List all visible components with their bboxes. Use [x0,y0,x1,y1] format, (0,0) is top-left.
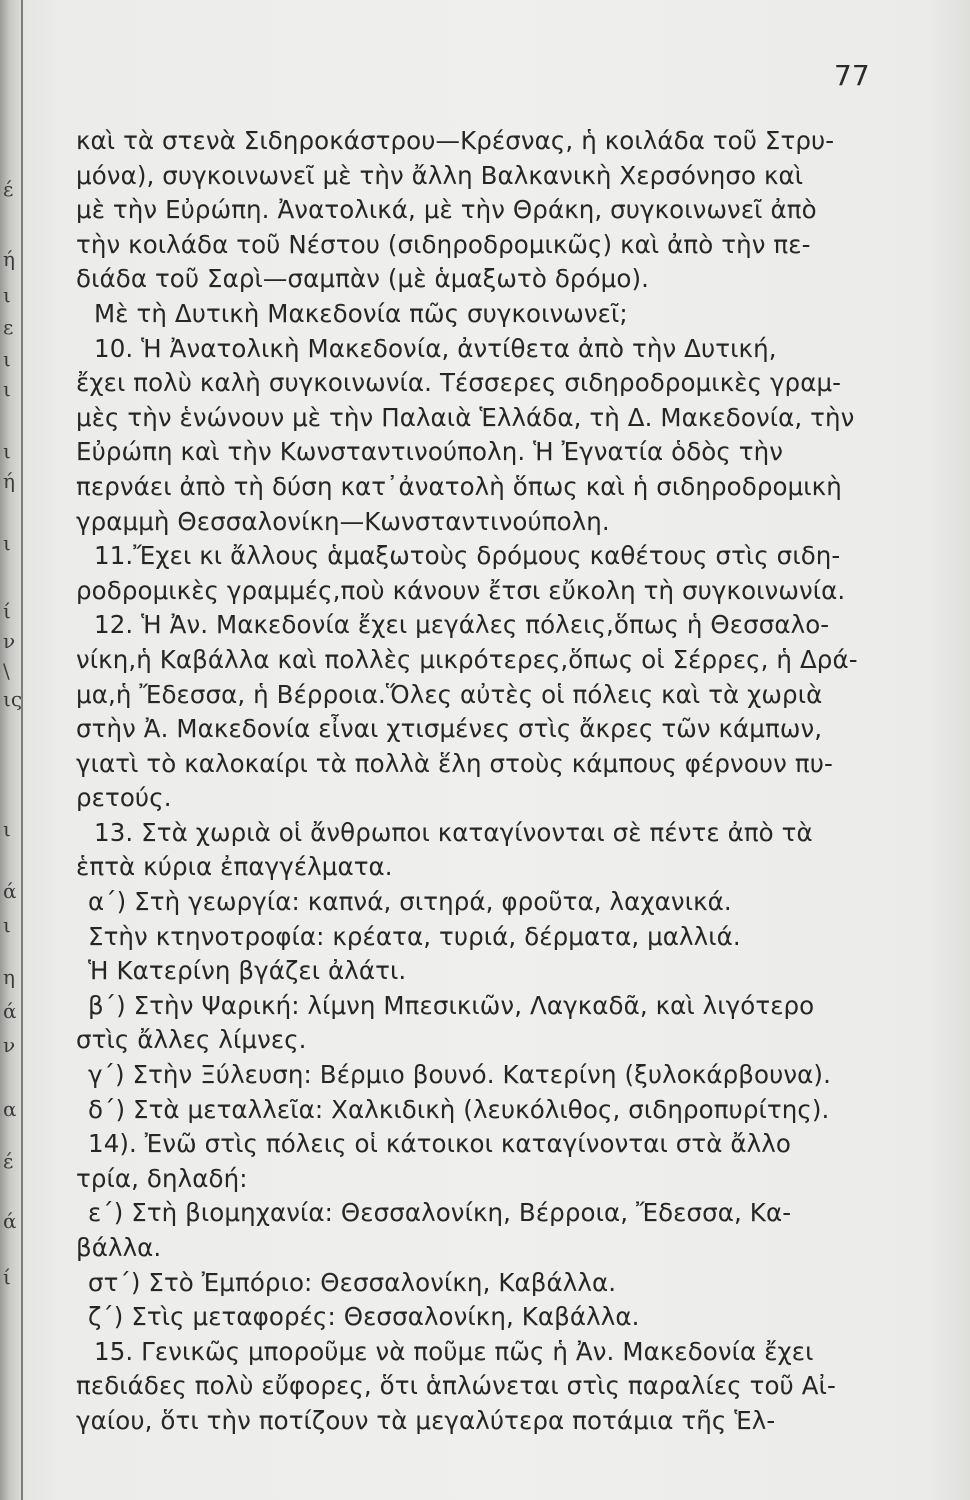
margin-fragment: ά [3,879,17,903]
text-line: Ἡ Κατερίνη βγάζει ἀλάτι. [88,956,407,986]
text-line: 12. Ἡ Ἀν. Μακεδονία ἔχει μεγάλες πόλεις,ὅπως ἡ Θεσσαλο- [94,610,830,640]
margin-fragment: ν [3,1033,16,1057]
margin-fragment: ν [3,629,16,653]
margin-fragment: έ [3,1149,14,1173]
text-line: 11.Ἔχει κι ἄλλους ἁμαξωτοὺς δρόμους καθέτους στὶς σιδη- [94,541,841,571]
margin-fragment: ή [3,247,15,271]
text-line: βάλλα. [76,1233,162,1262]
text-line: τὴν κοιλάδα τοῦ Νέστου (σιδηροδρομικῶς) καὶ ἀπὸ τὴν πε- [76,229,811,259]
text-line: 14). Ἐνῶ στὶς πόλεις οἱ κάτοικοι καταγίνονται στὰ ἄλλο [88,1129,791,1159]
facing-page-fragments [0,0,23,1500]
margin-fragment: ά [3,1209,17,1233]
text-line: γαίου, ὅτι τὴν ποτίζουν τὰ μεγαλύτερα ποτάμια τῆς Ἑλ- [76,1405,776,1435]
text-line: Μὲ τὴ Δυτικὴ Μακεδονία πῶς συγκοινωνεῖ; [94,298,628,328]
text-line: καὶ τὰ στενὰ Σιδηροκάστρου—Κρέσνας, ἡ κοιλάδα τοῦ Στρυ- [76,126,835,155]
text-line: στὴν Ἀ. Μακεδονία εἶναι χτισμένες στὶς ἄκρες τῶν κάμπων, [76,714,823,744]
text-line: 10. Ἡ Ἀνατολικὴ Μακεδονία, ἀντίθετα ἀπὸ τὴν Δυτική, [94,333,777,363]
text-line: ζ΄) Στὶς μεταφορές: Θεσσαλονίκη, Καβάλλα. [88,1302,640,1332]
text-line: γ΄) Στὴν Ξύλευση: Βέρμιο βουνό. Κατερίνη (ξυλοκάρβουνα). [88,1060,831,1090]
text-line: δ΄) Στὰ μεταλλεῖα: Χαλκιδικὴ (λευκόλιθος, σιδηροπυρίτης). [88,1094,830,1124]
margin-fragment: η [3,965,15,989]
text-line: μόνα), συγκοινωνεῖ μὲ τὴν ἄλλη Βαλκανικὴ Χερσόνησο καὶ [76,160,804,190]
text-line: ροδρομικὲς γραμμές,ποὺ κάνουν ἔτσι εὔκολη τὴ συγκοινωνία. [76,575,846,605]
margin-fragment: ι [3,283,11,307]
text-line: μα,ἡ Ἔδεσσα, ἡ Βέρροια.Ὅλες αὐτὲς οἱ πόλεις καὶ τὰ χωριὰ [76,679,823,709]
text-line: α΄) Στὴ γεωργία: καπνά, σιτηρά, φροῦτα, λαχανικά. [88,887,732,917]
gutter-edge [21,0,23,1500]
margin-fragment: ά [3,999,17,1023]
text-line: στὶς ἄλλες λίμνες. [76,1025,307,1055]
margin-fragment: ί [3,1265,11,1289]
text-line: ρετούς. [76,783,172,813]
margin-fragment: ί [3,599,11,623]
margin-fragment: ι [3,439,11,463]
text-line: 13. Στὰ χωριὰ οἱ ἄνθρωποι καταγίνονται σὲ πέντε ἀπὸ τὰ [94,817,813,847]
text-line: στ΄) Στὸ Ἐμπόριο: Θεσσαλονίκη, Καβάλλα. [88,1267,617,1297]
text-line: ε΄) Στὴ βιομηχανία: Θεσσαλονίκη, Βέρροια, Ἔδεσσα, Κα- [88,1198,792,1228]
text-line: ἔχει πολὺ καλὴ συγκοινωνία. Τέσσερες σιδηροδρομικὲς γραμ- [76,368,842,398]
page-number: 77 [834,59,870,92]
text-line: περνάει ἀπὸ τὴ δύση κατ᾿ἀνατολὴ ὅπως καὶ ἡ σιδηροδρομικὴ [76,471,842,501]
margin-fragment: ι [3,817,11,841]
text-line: Στὴν κτηνοτροφία: κρέατα, τυριά, δέρματα, μαλλιά. [88,921,741,951]
margin-fragment: έ [3,177,14,201]
margin-fragment: ις [3,687,23,711]
margin-fragment: ή [3,469,15,493]
text-line: ἑπτὰ κύρια ἐπαγγέλματα. [76,852,393,882]
text-line: β΄) Στὴν Ψαρική: λίμνη Μπεσικιῶν, Λαγκαδᾶ, καὶ λιγότερο [88,990,815,1020]
text-line: διάδα τοῦ Σαρὶ—σαμπὰν (μὲ ἁμαξωτὸ δρόμο). [76,264,649,294]
body-text [76,124,908,1439]
margin-fragment: ι [3,531,11,555]
margin-fragment: \ [3,659,10,683]
margin-fragment: α [3,1097,17,1121]
margin-fragment: ε [3,315,14,339]
margin-fragment: ι [3,913,11,937]
text-line: πεδιάδες πολὺ εὔφορες, ὅτι ἁπλώνεται στὶς παραλίες τοῦ Αἰ- [76,1371,836,1401]
text-line: γραμμὴ Θεσσαλονίκη—Κωνσταντινούπολη. [76,506,610,536]
text-line: γιατὶ τὸ καλοκαίρι τὰ πολλὰ ἕλη στοὺς κάμπους φέρνουν πυ- [76,748,833,778]
text-line: Εὐρώπη καὶ τὴν Κωνσταντινούπολη. Ἡ Ἐγνατία ὁδὸς τὴν [76,437,784,467]
margin-fragment: ι [3,347,11,371]
text-line: μὲ τὴν Εὐρώπη. Ἀνατολικά, μὲ τὴν Θράκη, συγκοινωνεῖ ἀπὸ [76,195,817,225]
text-line: 15. Γενικῶς μποροῦμε νὰ ποῦμε πῶς ἡ Ἀν. Μακεδονία ἔχει [94,1336,814,1366]
text-line: μὲς τὴν ἑνώνουν μὲ τὴν Παλαιὰ Ἑλλάδα, τὴ Δ. Μακεδονία, τὴν [76,402,855,432]
text-line: νίκη,ἡ Καβάλλα καὶ πολλὲς μικρότερες,ὅπως οἱ Σέρρες, ἡ Δρά- [76,644,858,674]
text-line: τρία, δηλαδή: [76,1163,248,1193]
margin-fragment: ι [3,377,11,401]
